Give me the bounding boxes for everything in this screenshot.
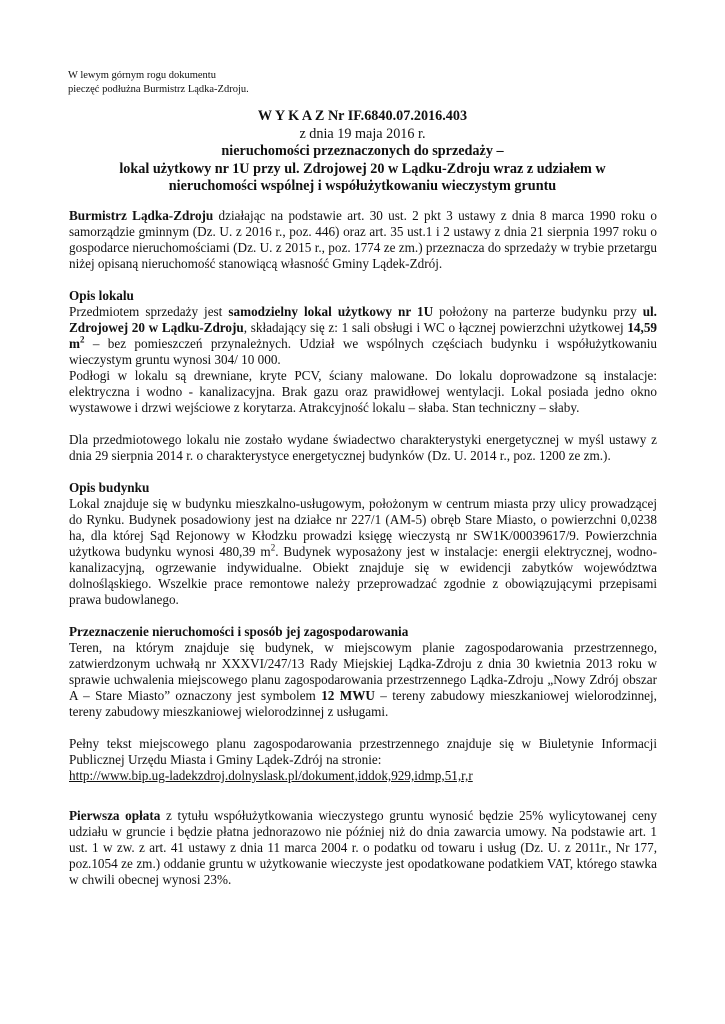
opis-lokalu-text-e: , składający się z: 1 sali obsługi i WC o łącznej powierzchni użytkowej [243, 320, 628, 335]
przeznaczenie-heading: Przeznaczenie nieruchomości i sposób jej zagospodarowania [69, 624, 409, 639]
opis-lokalu-paragraph-1 [69, 304, 657, 368]
przeznaczenie-text-b: – tereny zabudowy mieszkaniowej wielorodzinnej, tereny zabudowy mieszkaniowej wielorodzinnej z usługami. [69, 688, 657, 719]
document-date: z dnia 19 maja 2016 r. [299, 125, 426, 142]
corner-note [68, 69, 249, 97]
intro-paragraph [69, 208, 657, 272]
opis-lokalu-area-value: 14,59 m [69, 320, 657, 351]
opis-lokalu-area-sup: 2 [80, 334, 85, 345]
intro-text: działając na podstawie art. 30 ust. 2 pkt 3 ustawy z dnia 8 marca 1990 roku o samorządzie gminnym (Dz. U. z 2016 r., poz. 446) oraz art. 35 ust.1 i 2 ustawy z dnia 21 sierpnia 1997 roku o gospodarce nieruchomościami (Dz. U. z 2015 r., poz. 1774 ze zm.) przeznacza do sprzedaży w trybie przetargu niżej opisaną nieruchomość stanowiącą własność Gminy Lądek-Zdrój. [69, 208, 657, 271]
pierwsza-oplata-lead: Pierwsza opłata [69, 808, 161, 823]
bip-link[interactable]: http://www.bip.ug-ladekzdroj.dolnyslask.pl/dokument,iddok,929,idmp,51,r,r [69, 768, 473, 783]
document-title: W Y K A Z Nr IF.6840.07.2016.403 [257, 108, 468, 124]
document-body [69, 208, 657, 888]
opis-lokalu-unit-name: samodzielny lokal użytkowy nr 1U [228, 304, 434, 319]
document-subtitle-2: lokal użytkowy nr 1U przy ul. Zdrojowej 20 w Lądku-Zdroju wraz z udziałem w [119, 160, 606, 177]
corner-note-line-1: W lewym górnym rogu dokumentu [68, 70, 216, 81]
opis-budynku-sup: 2 [270, 542, 276, 553]
document-subtitle-3: nieruchomości wspólnej i współużytkowaniu wieczystym gruntu [168, 178, 557, 194]
opis-budynku-text-a: Lokal znajduje się w budynku mieszkalno-usługowym, położonym w centrum miasta przy ulicy prowadzącej do Rynku. Budynek posadowiony jest na działce nr 227/1 (AM-5) obręb Stare Miasto, o powierzchni 0,0238 ha, dla której Sąd Rejonowy w Kłodzku prowadzi księgę wieczystą nr SW1K/00039617/9. Powierzchnia użytkowa budynku wynosi 480,39 m [69, 496, 657, 559]
przeznaczenie-text-a: Teren, na którym znajduje się budynek, w miejscowym planie zagospodarowania przestrzennego, zatwierdzonym uchwałą nr XXXVI/247/13 Rady Miejskiej Lądka-Zdroju z dnia 30 kwietnia 2013 roku w sprawie uchwalenia miejscowego planu zagospodarowania przestrzennego Lądka-Zdroju „Nowy Zdrój obszar A – Stare Miasto” oznaczony jest symbolem [69, 640, 657, 703]
opis-lokalu-heading: Opis lokalu [69, 288, 134, 303]
corner-note-line-2: pieczęć podłużna Burmistrz Lądka-Zdroju. [68, 84, 249, 95]
opis-lokalu-text-a: Przedmiotem sprzedaży jest [69, 304, 229, 319]
opis-lokalu-paragraph-3: Dla przedmiotowego lokalu nie zostało wydane świadectwo charakterystyki energetycznej w myśl ustawy z dnia 29 sierpnia 2014 r. o charakterystyce energetycznej budynków (Dz. U. 2014 r., poz. 1200 ze zm.). [69, 432, 657, 463]
opis-budynku-text-b: . Budynek wyposażony jest w instalacje: energii elektrycznej, wodno-kanalizacyjną, ogrzewanie indywidualne. Obiekt znajduje się w ewidencji zabytków województwa dolnośląskiego. Wszelkie prace remontowe należy przeprowadzać zgodnie z obowiązującymi przepisami prawa budowlanego. [69, 544, 657, 607]
przeznaczenie-paragraph-2: Pełny tekst miejscowego planu zagospodarowania przestrzennego znajduje się w Biuletynie Informacji Publicznej Urzędu Miasta i Gminy Lądek-Zdrój na stronie: [69, 736, 657, 767]
przeznaczenie-paragraph-1 [69, 640, 657, 720]
pierwsza-oplata-text: z tytułu współużytkowania wieczystego gruntu wynosić będzie 25% wylicytowanej ceny udziału w gruncie i będzie płatna jednorazowo nie później niż do dnia zawarcia umowy. Na podstawie art. 1 ust. 1 w zw. z art. 41 ustawy z dnia 11 marca 2004 r. o podatku od towaru i usług (Dz. U. z 2011r., Nr 177, poz.1054 ze zm.) oddanie gruntu w użytkowanie wieczyste jest opodatkowane podatkiem VAT, którego stawka w chwili obecnej wynosi 23%. [69, 808, 657, 887]
intro-lead: Burmistrz Lądka-Zdroju [69, 208, 214, 223]
opis-lokalu-text-c: położony na parterze budynku przy [433, 304, 643, 319]
pierwsza-oplata-paragraph [69, 808, 657, 888]
opis-lokalu-address: ul. Zdrojowej 20 w Lądku-Zdroju [69, 304, 657, 335]
document-header [60, 108, 665, 196]
opis-budynku-paragraph [69, 496, 657, 608]
opis-budynku-heading: Opis budynku [69, 480, 150, 495]
document-subtitle-1: nieruchomości przeznaczonych do sprzedaży – [221, 143, 504, 159]
opis-lokalu-text-g: – bez pomieszczeń przynależnych. Udział we wspólnych częściach budynku i współużytkowaniu wieczystym gruntu wynosi 304/ 10 000. [69, 336, 657, 367]
przeznaczenie-symbol: 12 MWU [321, 688, 375, 703]
opis-lokalu-paragraph-2: Podłogi w lokalu są drewniane, kryte PCV, ściany malowane. Do lokalu doprowadzone są instalacje: elektryczna i wodno - kanalizacyjna. Brak gazu oraz prawidłowej wentylacji. Lokal posiada jedno okno wystawowe i drzwi wejściowe z korytarza. Atrakcyjność lokalu – słaba. Stan techniczny – słaby. [69, 368, 657, 415]
